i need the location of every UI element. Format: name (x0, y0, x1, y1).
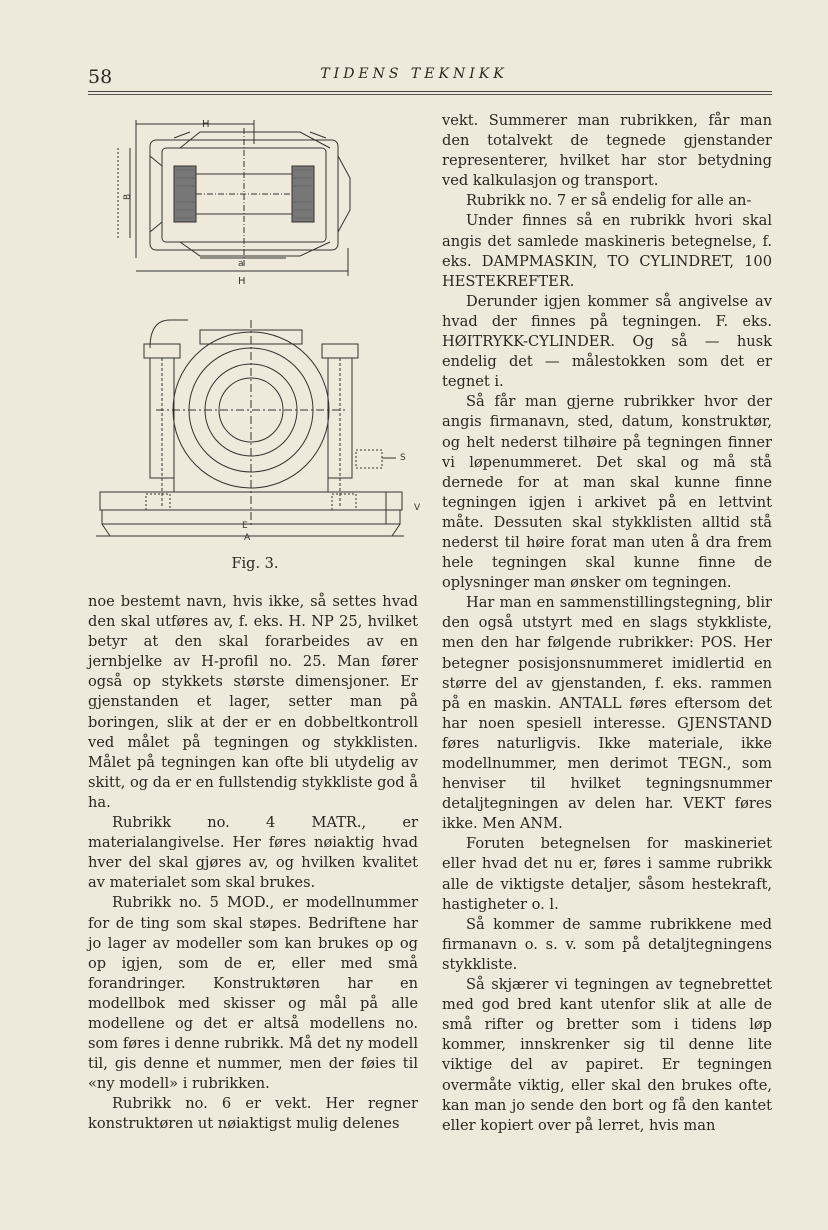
paragraph: Har man en sammenstillingstegning, blir den også utstyrt med en slags stykkliste, men den har følgende rubrikker: POS. Her betegner posisjonsnummeret imidlertid en større del av gjenstanden, f. eks. rammen på en maskin. ANTALL føres eftersom det har noen spesiell interesse. GJENSTAND føres naturligvis. Ikke materiale, ikke modellnummer, men derimot TEGN., som henviser til hvilket tegningsnummer detaljtegningen av delen har. VEKT føres ikke. Men ANM. (442, 594, 772, 833)
paragraph: Så skjærer vi tegningen av tegnebrettet med god bred kant utenfor slik at alle de små rifter og bretter som i tidens løp kommer, innskrenker sig til denne lite viktige del av papiret. Er tegningen overmåte viktig, eller skal den brukes ofte, kan man jo sende den bort og få den kantet eller kopiert over på lerret, hvis man (442, 976, 772, 1134)
page-number: 58 (88, 66, 113, 88)
dim-label-b: B (123, 193, 133, 200)
paragraph: Så kommer de samme rubrikkene med firmanavn o. s. v. som på detaljtegningens stykkliste. (442, 915, 772, 973)
paragraph: Rubrikk no. 6 er vekt. Her regner konstruktøren ut nøiaktigst mulig delenes (88, 1095, 418, 1133)
dim-label-v: V (414, 503, 420, 513)
bearing-section-view (118, 119, 350, 287)
figure-caption: Fig. 3. (231, 556, 279, 572)
paragraph: Under finnes så en rubrikk hvori skal angis det samlede maskineris betegnelse, f. eks. DAMPMASKIN, TO CYLINDRET, 100 HESTEKREFTER. (442, 212, 772, 290)
paragraph: Rubrikk no. 4 MATR., er materialangivelse. Her føres nøiaktig hvad hver del skal gjøres av, og hvilken kvalitet av materialet som skal brukes. (88, 814, 418, 892)
paragraph: vekt. Summerer man rubrikken, får man den totalvekt de tegnede gjenstander representerer, hvilket har stor betydning ved kalkulasjon og transport. (442, 112, 772, 190)
paragraph: Derunder igjen kommer så angivelse av hvad der finnes på tegningen. F. eks. HØITRYKK-CYLINDER. Og så — husk endelig det — målestokken som det er tegnet i. (442, 292, 772, 391)
plummer-block-front-view (96, 320, 420, 543)
technical-figure (90, 108, 420, 568)
dim-label-top-h: H (202, 119, 210, 130)
dim-label-e: E (242, 521, 248, 531)
right-column (442, 111, 772, 1136)
paragraph: Rubrikk no. 7 er så endelig for alle an- (466, 192, 752, 210)
dim-label-bottom-h: H (238, 276, 246, 287)
paragraph: noe bestemt navn, hvis ikke, så settes hvad den skal utføres av, f. eks. H. NP 25, hvilket betyr at den skal forarbeides av en jernbjelke av H-profil no. 25. Man fører også op stykkets største dimensjoner. Er gjenstanden et lager, setter man på boringen, slik at der er en dobbeltkontroll ved målet på tegningen og stykklisten. Målet på tegningen kan ofte bli utydelig av skitt, og da er en fullstendig stykkliste god å ha. (88, 593, 418, 811)
dim-label-a: A (244, 533, 251, 543)
paragraph: Rubrikk no. 5 MOD., er modellnummer for de ting som skal støpes. Bedriftene har jo lager av modeller som kan brukes op og op igjen, som de er, eller med små forandringer. Konstruktøren har en modellbok med skisser og mål på alle modellene og det er altså modellens no. som føres i denne rubrikk. Må det ny modell til, gis denne et nummer, men der føies til «ny modell» i rubrikken. (88, 894, 418, 1093)
left-column (88, 592, 418, 1135)
header-rule (88, 91, 772, 95)
running-title: TIDENS TEKNIKK (320, 66, 508, 82)
dim-label-a-small: a (238, 259, 244, 269)
paragraph: Foruten betegnelsen for maskineriet eller hvad det nu er, føres i samme rubrikk alle de viktigste detaljer, såsom hestekraft, hastigheter o. l. (442, 835, 772, 913)
dim-label-s: S (400, 453, 406, 463)
paragraph: Så får man gjerne rubrikker hvor der angis firmanavn, sted, datum, konstruktør, og helt nederst tilhøire på tegningen finner vi løpenummeret. Det skal og må stå dernede for at man skal kunne finne tegningen igjen i arkivet på en lettvint måte. Dessuten skal stykklisten alltid stå nederst til høire forat man uten å dra frem hele tegningen skal kunne finne de oplysninger man ønsker om tegningen. (442, 393, 772, 592)
